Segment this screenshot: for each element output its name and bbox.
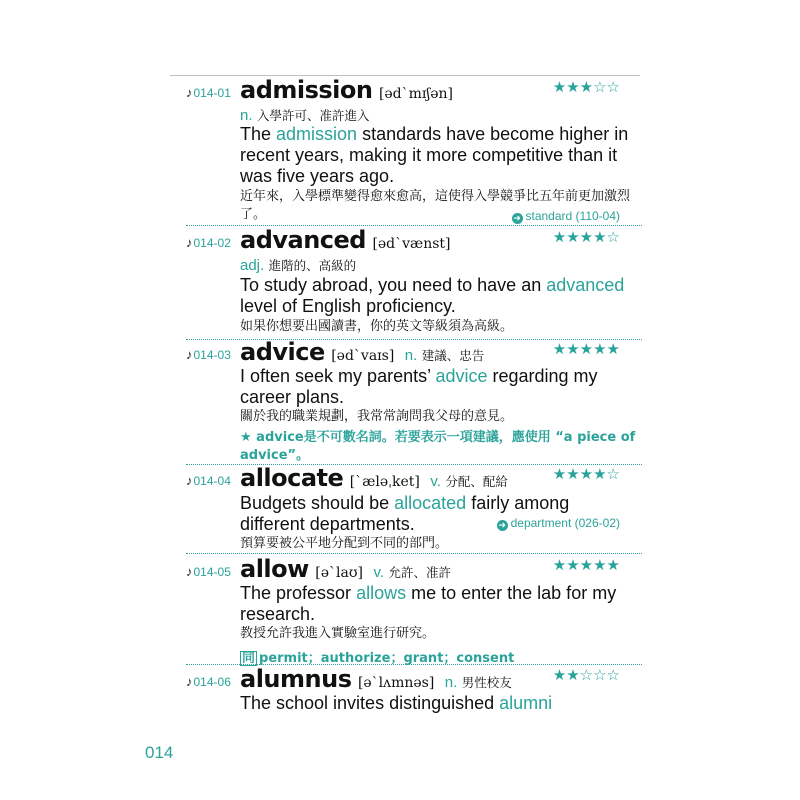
headword: allocate bbox=[240, 464, 344, 492]
chinese-definition: 入學許可、准許進入 bbox=[256, 108, 370, 123]
star-rating: ★★★☆☆ bbox=[552, 79, 620, 96]
chinese-definition: 分配、配給 bbox=[445, 474, 508, 489]
headword-line bbox=[240, 76, 453, 104]
entry-code: ♪014-04 bbox=[186, 473, 231, 488]
example-sentence: The admission standards have become higher in recent years, making it more competitive than it was five years ago. bbox=[240, 124, 629, 186]
synonyms: 同 permit；authorize；grant；consent bbox=[242, 651, 515, 666]
phonetic: [əd`mɪʃən] bbox=[378, 86, 453, 102]
chinese-definition: 允許、准許 bbox=[388, 565, 451, 580]
highlighted-word: advanced bbox=[546, 275, 625, 295]
part-of-speech: v. bbox=[430, 473, 441, 490]
entry-admission bbox=[186, 76, 642, 226]
example-sentence: The school invites distinguished alumni bbox=[240, 693, 553, 713]
star-rating: ★★★★☆ bbox=[552, 229, 620, 246]
phonetic: [`æləˌket] bbox=[349, 474, 420, 490]
chinese-translation: 預算要被公平地分配到不同的部門。 bbox=[240, 536, 449, 551]
entry-alumnus bbox=[186, 665, 642, 725]
headword-line bbox=[240, 555, 451, 583]
part-of-speech: n. bbox=[240, 107, 253, 124]
highlighted-word: advice bbox=[435, 366, 488, 386]
phonetic: [ə`lʌmnəs] bbox=[357, 675, 435, 691]
usage-tip: ★ advice是不可數名詞。若要表示一項建議，應使用 “a piece of advice”。 bbox=[240, 430, 636, 463]
page-number: 014 bbox=[145, 743, 174, 762]
headword-line bbox=[240, 338, 484, 366]
entry-code: ♪014-06 bbox=[186, 674, 231, 689]
part-of-speech: v. bbox=[373, 564, 384, 581]
headword: advanced bbox=[240, 226, 366, 254]
chinese-translation: 近年來，入學標準變得愈來愈高，這使得入學競爭比五年前更加激烈了。 bbox=[240, 189, 631, 222]
part-of-speech: n. bbox=[404, 347, 418, 364]
highlighted-word: alumni bbox=[499, 693, 553, 713]
entry-code: ♪014-05 bbox=[186, 564, 231, 579]
chinese-translation: 如果你想要出國讀書，你的英文等級須為高級。 bbox=[240, 319, 514, 334]
star-rating: ★★☆☆☆ bbox=[552, 667, 620, 684]
chinese-definition: 男性校友 bbox=[461, 675, 512, 690]
entry-allocate bbox=[186, 465, 642, 554]
part-of-speech: n. bbox=[444, 674, 458, 691]
part-of-speech: adj. bbox=[240, 257, 265, 274]
entry-code: ♪014-03 bbox=[186, 347, 231, 362]
phonetic: [əd`vaɪs] bbox=[331, 348, 395, 364]
headword: allow bbox=[240, 555, 309, 583]
synonym-badge: 同 bbox=[242, 651, 256, 666]
music-note-icon: ♪ bbox=[186, 674, 193, 689]
music-note-icon: ♪ bbox=[186, 235, 193, 250]
cross-reference[interactable]: ➜ standard (110-04) bbox=[513, 209, 620, 223]
headword: alumnus bbox=[240, 665, 352, 693]
headword-line bbox=[240, 226, 451, 254]
chinese-translation: 關於我的職業規劃，我常常詢問我父母的意見。 bbox=[240, 409, 514, 424]
chinese-translation: 教授允許我進入實驗室進行研究。 bbox=[240, 626, 436, 641]
headword: admission bbox=[240, 76, 373, 104]
chinese-definition: 進階的、高級的 bbox=[268, 258, 357, 273]
highlighted-word: allows bbox=[356, 583, 407, 603]
music-note-icon: ♪ bbox=[186, 347, 193, 362]
entry-advice bbox=[186, 340, 642, 465]
headword-line bbox=[240, 464, 508, 492]
arrow-right-icon: ➜ bbox=[513, 213, 521, 223]
arrow-right-icon: ➜ bbox=[498, 520, 506, 530]
entry-code: ♪014-02 bbox=[186, 235, 231, 250]
definition-line bbox=[240, 106, 369, 125]
definition-line bbox=[240, 256, 356, 275]
headword-line bbox=[240, 665, 512, 693]
example-sentence: To study abroad, you need to have an advanced level of English proficiency. bbox=[240, 275, 625, 316]
highlighted-word: admission bbox=[276, 124, 358, 144]
star-rating: ★★★★☆ bbox=[552, 466, 620, 483]
star-rating: ★★★★★ bbox=[552, 557, 620, 574]
phonetic: [əd`vænst] bbox=[372, 236, 451, 252]
chinese-definition: 建議、忠告 bbox=[421, 348, 485, 363]
music-note-icon: ♪ bbox=[186, 473, 193, 488]
example-sentence: The professor allows me to enter the lab for my research. bbox=[240, 583, 617, 624]
example-sentence: Budgets should be allocated fairly among different departments. bbox=[240, 493, 570, 534]
music-note-icon: ♪ bbox=[186, 85, 193, 100]
entry-code: ♪014-01 bbox=[186, 85, 231, 100]
star-rating: ★★★★★ bbox=[552, 341, 620, 358]
headword: advice bbox=[240, 338, 325, 366]
highlighted-word: allocated bbox=[394, 493, 467, 513]
phonetic: [ə`laʊ] bbox=[315, 565, 363, 581]
music-note-icon: ♪ bbox=[186, 564, 193, 579]
entry-advanced bbox=[186, 226, 642, 340]
entry-allow bbox=[186, 554, 642, 665]
example-sentence: I often seek my parents’ advice regarding my career plans. bbox=[240, 366, 598, 407]
cross-reference[interactable]: ➜ department (026-02) bbox=[498, 516, 620, 530]
